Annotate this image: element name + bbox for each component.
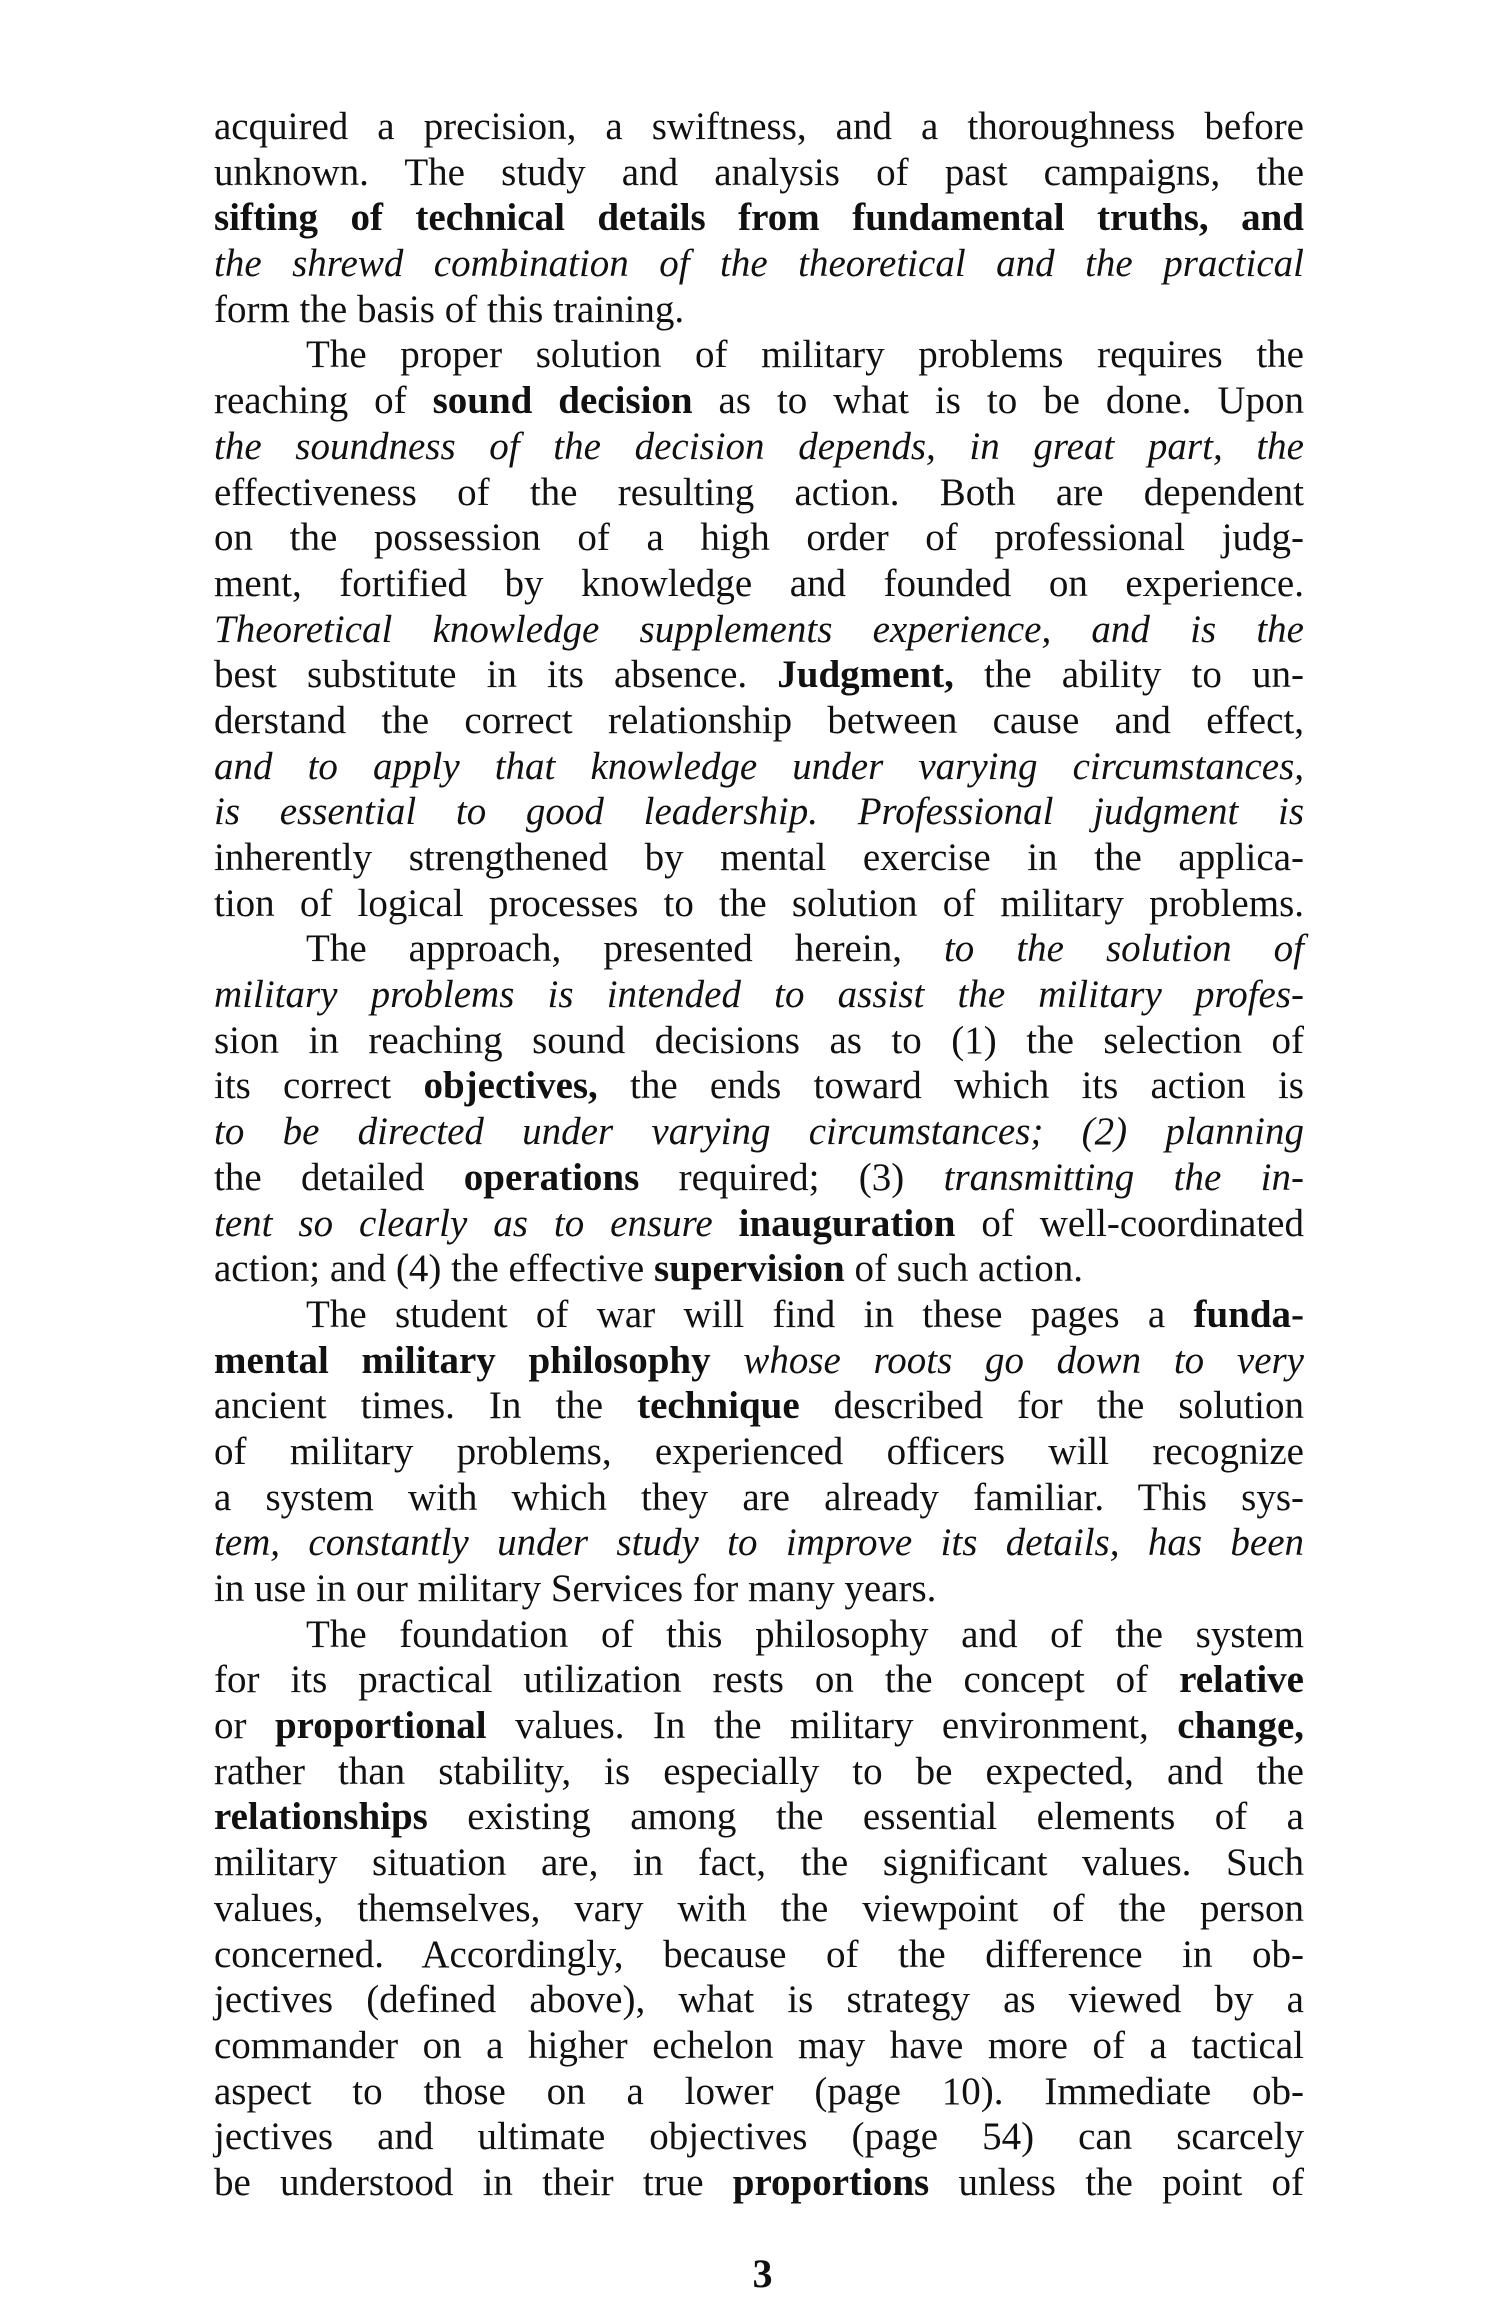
text-line: [214, 1703, 1304, 1749]
italic-text-run: the soundness of the decision depends, in great part, the: [214, 424, 1304, 468]
text-run: action; and (4) the effective: [214, 1247, 654, 1291]
text-run: jectives (defined above), what is strategy as viewed by a: [214, 1978, 1304, 2022]
text-run: The student of war will find in these pages a: [306, 1292, 1194, 1336]
text-run: as to what is to be done. Upon: [692, 379, 1305, 423]
text-line: [214, 2160, 1304, 2206]
text-run: of military problems, experienced officers will recognize: [214, 1429, 1304, 1473]
bold-text-run: proportions: [732, 2160, 930, 2204]
text-line: [214, 150, 1304, 196]
bold-text-run: inauguration: [738, 1201, 956, 1245]
italic-text-run: tent so clearly as to ensure: [214, 1201, 739, 1245]
text-line: [214, 1201, 1304, 1247]
text-line: [214, 1886, 1304, 1932]
text-line: [214, 2023, 1304, 2069]
text-run: effectiveness of the resulting action. Both are dependent: [214, 470, 1304, 514]
text-run: ment, fortified by knowledge and founded on experience.: [214, 561, 1304, 605]
italic-text-run: military problems is intended to assist the military profes-: [214, 973, 1304, 1017]
text-line: [214, 332, 1304, 378]
italic-text-run: transmitting the in-: [943, 1155, 1304, 1199]
text-line: [214, 1246, 1304, 1292]
text-line: [214, 881, 1304, 927]
bold-text-run: operations: [463, 1155, 640, 1199]
text-run: derstand the correct relationship between cause and effect,: [214, 698, 1304, 742]
text-line: [214, 1749, 1304, 1795]
text-run: The approach, presented herein,: [306, 927, 944, 971]
text-run: commander on a higher echelon may have more of a tactical: [214, 2023, 1304, 2067]
text-run: the detailed: [214, 1155, 464, 1199]
text-line: [214, 1840, 1304, 1886]
text-line: [214, 1018, 1304, 1064]
bold-text-run: relative: [1179, 1658, 1304, 1702]
text-line: [214, 1657, 1304, 1703]
text-line: [214, 378, 1304, 424]
bold-text-run: funda-: [1193, 1292, 1304, 1336]
italic-text-run: to the solution of: [943, 927, 1304, 971]
bold-text-run: sound decision: [432, 379, 693, 423]
text-run: rather than stability, is especially to be expected, and the: [214, 1749, 1304, 1793]
italic-text-run: whose roots go down to very: [710, 1338, 1304, 1382]
text-run: values. In the military environment,: [486, 1704, 1178, 1748]
text-run: inherently strengthened by mental exercise in the applica-: [214, 836, 1304, 879]
text-line: [214, 1612, 1304, 1658]
text-run: be understood in their true: [214, 2160, 733, 2204]
text-line: [214, 1063, 1304, 1109]
text-run: the ability to un-: [953, 653, 1304, 697]
text-run: form the basis of this training.: [214, 287, 685, 331]
text-line: [214, 1292, 1304, 1338]
text-line: [214, 1566, 1304, 1612]
bold-text-run: change,: [1177, 1704, 1304, 1748]
text-run: described for the solution: [799, 1384, 1305, 1428]
text-line: [214, 1475, 1304, 1521]
text-line: [214, 926, 1304, 972]
text-run: military situation are, in fact, the significant values. Such: [214, 1841, 1304, 1885]
text-line: [214, 744, 1304, 790]
text-run: aspect to those on a lower (page 10). Immediate ob-: [214, 2069, 1304, 2113]
text-run: best substitute in its absence.: [214, 653, 778, 697]
text-line: [214, 561, 1304, 607]
text-line: [214, 1520, 1304, 1566]
text-line: [214, 241, 1304, 287]
page-number: 3: [752, 2251, 773, 2296]
text-run: jectives and ultimate objectives (page 54) can scarcely: [214, 2115, 1304, 2159]
text-line: [214, 835, 1304, 881]
text-line: [214, 972, 1304, 1018]
italic-text-run: is essential to good leadership. Professional judgment is: [214, 790, 1304, 834]
italic-text-run: Theoretical knowledge supplements experience, and is the: [214, 607, 1304, 651]
text-line: [214, 424, 1304, 470]
text-run: concerned. Accordingly, because of the difference in ob-: [214, 1932, 1304, 1976]
text-run: a system with which they are already familiar. This sys-: [214, 1475, 1304, 1519]
text-line: [214, 1155, 1304, 1201]
bold-text-run: Judgment,: [777, 653, 954, 697]
text-line: [214, 789, 1304, 835]
text-line: [214, 1383, 1304, 1429]
text-run: existing among the essential elements of a: [427, 1795, 1304, 1839]
text-run: tion of logical processes to the solution of military problems.: [214, 881, 1304, 925]
text-line: [214, 104, 1304, 150]
text-run: on the possession of a high order of professional judg-: [214, 516, 1304, 560]
text-run: reaching of: [214, 379, 433, 423]
text-run: values, themselves, vary with the viewpoint of the person: [214, 1886, 1304, 1930]
text-line: [214, 698, 1304, 744]
bold-text-run: supervision: [654, 1247, 845, 1291]
text-line: [214, 195, 1304, 241]
text-line: [214, 652, 1304, 698]
text-run: unknown. The study and analysis of past campaigns, the: [214, 150, 1304, 194]
text-line: [214, 515, 1304, 561]
bold-text-run: technique: [637, 1384, 800, 1428]
text-line: [214, 1794, 1304, 1840]
italic-text-run: and to apply that knowledge under varying circumstances,: [214, 744, 1304, 788]
text-line: [214, 470, 1304, 516]
text-line: [214, 1429, 1304, 1475]
italic-text-run: tem, constantly under study to improve its details, has been: [214, 1521, 1304, 1565]
bold-text-run: objectives,: [423, 1064, 598, 1108]
text-line: [214, 1977, 1304, 2023]
text-run: its correct: [214, 1064, 424, 1108]
bold-text-run: proportional: [274, 1704, 487, 1748]
text-run: for its practical utilization rests on the concept of: [214, 1658, 1180, 1702]
text-run: unless the point of: [929, 2160, 1304, 2204]
bold-text-run: mental military philosophy: [214, 1338, 711, 1382]
bold-text-run: relationships: [214, 1795, 428, 1839]
text-line: [214, 1109, 1304, 1155]
text-run: of well-coordinated: [955, 1201, 1304, 1245]
text-run: of such action.: [844, 1247, 1083, 1291]
text-run: ancient times. In the: [214, 1384, 638, 1428]
text-line: [214, 1338, 1304, 1384]
text-run: or: [214, 1704, 275, 1748]
italic-text-run: the shrewd combination of the theoretical and the practical: [214, 242, 1304, 286]
text-line: [214, 2069, 1304, 2115]
text-line: [214, 287, 1304, 333]
text-line: [214, 1932, 1304, 1978]
text-run: acquired a precision, a swiftness, and a thoroughness before: [214, 105, 1304, 148]
body-text: [214, 104, 1304, 2206]
text-run: The proper solution of military problems requires the: [306, 333, 1304, 377]
bold-text-run: sifting of technical details from fundamental truths, and: [214, 196, 1304, 240]
text-run: in use in our military Services for many years.: [214, 1567, 937, 1610]
text-run: sion in reaching sound decisions as to (1) the selection of: [214, 1018, 1304, 1062]
text-line: [214, 2114, 1304, 2160]
text-run: the ends toward which its action is: [597, 1064, 1304, 1108]
text-run: required; (3): [639, 1155, 944, 1199]
text-line: [214, 607, 1304, 653]
italic-text-run: to be directed under varying circumstances; (2) planning: [214, 1110, 1304, 1154]
text-run: The foundation of this philosophy and of the system: [306, 1612, 1304, 1656]
